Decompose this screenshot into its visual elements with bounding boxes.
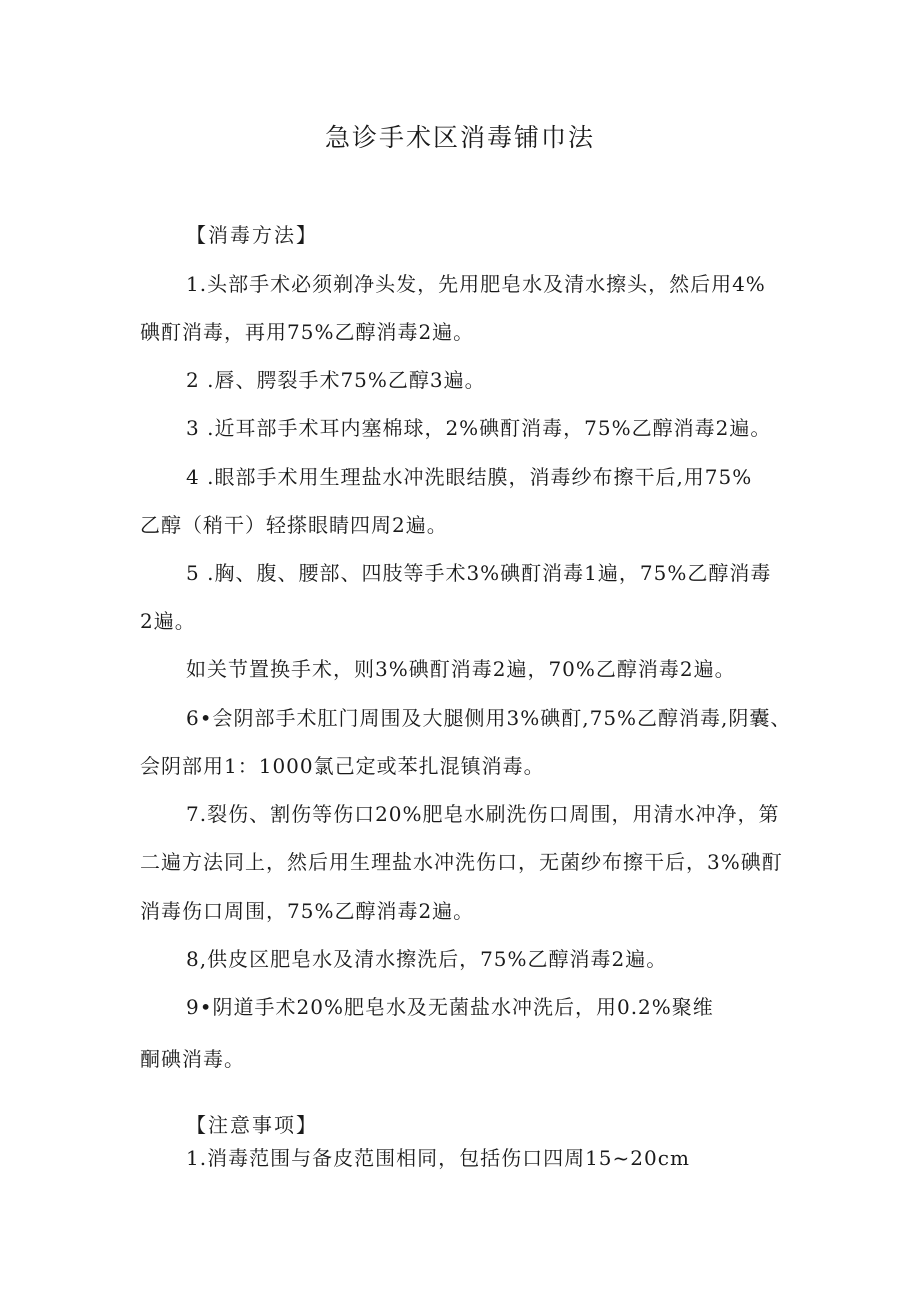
paragraph-line: 9•阴道手术20%肥皂水及无菌盐水冲洗后，用0.2%聚维: [186, 995, 714, 1019]
paragraph-line: 2 .唇、腭裂手术75%乙醇3遍。: [186, 368, 486, 392]
paragraph-line: 2遍。: [140, 609, 196, 633]
paragraph-line: 碘酊消毒，再用75%乙醇消毒2遍。: [140, 320, 475, 344]
paragraph-line: 7.裂伤、割伤等伤口20%肥皂水刷洗伤口周围，用清水冲净，第: [186, 802, 780, 826]
paragraph-line: 3 .近耳部手术耳内塞棉球，2%碘酊消毒，75%乙醇消毒2遍。: [186, 416, 772, 440]
paragraph-line: 乙醇（稍干）轻搽眼睛四周2遍。: [140, 513, 448, 537]
paragraph-line: 1.消毒范围与备皮范围相同，包括伤口四周15~20cm: [186, 1146, 690, 1170]
document-title: 急诊手术区消毒铺巾法: [324, 123, 595, 152]
paragraph-line: 二遍方法同上，然后用生理盐水冲洗伤口，无菌纱布擦干后，3%碘酊: [140, 850, 783, 874]
paragraph-line: 如关节置换手术，则3%碘酊消毒2遍，70%乙醇消毒2遍。: [186, 657, 736, 681]
paragraph-line: 会阴部用1：1000氯己定或苯扎混镇消毒。: [140, 754, 545, 778]
paragraph-line: 6•会阴部手术肛门周围及大腿侧用3%碘酊,75%乙醇消毒,阴囊、: [186, 706, 792, 730]
paragraph-line: 5 .胸、腹、腰部、四肢等手术3%碘酊消毒1遍，75%乙醇消毒: [186, 561, 772, 585]
paragraph-line: 消毒伤口周围，75%乙醇消毒2遍。: [140, 899, 475, 923]
paragraph-line: 酮碘消毒。: [140, 1047, 245, 1071]
paragraph-line: 1.头部手术必须剃净头发，先用肥皂水及清水擦头，然后用4%: [186, 272, 766, 296]
section-heading-disinfection-method: 【消毒方法】: [186, 223, 318, 247]
section-heading-precautions: 【注意事项】: [186, 1113, 318, 1137]
paragraph-line: 4 .眼部手术用生理盐水冲洗眼结膜，消毒纱布擦干后,用75%: [186, 465, 753, 489]
paragraph-line: 8,供皮区肥皂水及清水擦洗后，75%乙醇消毒2遍。: [186, 947, 668, 971]
